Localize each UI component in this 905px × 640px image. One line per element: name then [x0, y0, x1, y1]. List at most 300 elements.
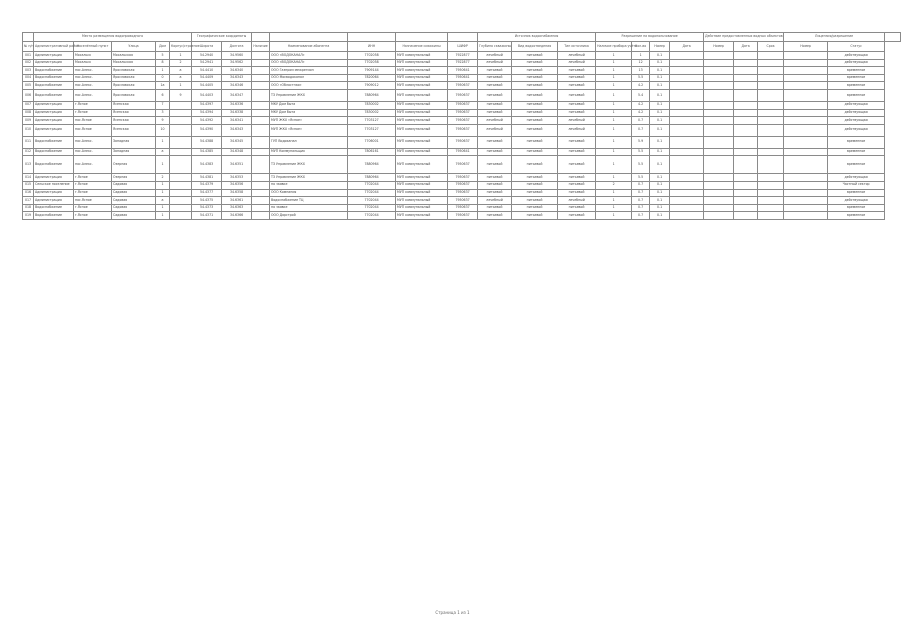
table-cell: питьевой: [558, 136, 596, 148]
table-cell: [704, 59, 734, 67]
table-cell: питьевой: [512, 109, 558, 117]
table-cell: г.Ясное: [74, 204, 112, 212]
table-cell: питьевой: [478, 109, 512, 117]
table-cell: 003: [23, 67, 34, 75]
table-cell: [758, 109, 784, 117]
table-cell: Садовая: [112, 189, 156, 197]
table-cell: 0.7: [632, 117, 650, 125]
table-cell: [784, 174, 828, 182]
header-group: [448, 33, 478, 42]
table-cell: 34.6363: [222, 204, 252, 212]
table-cell: 34.6346: [222, 82, 252, 90]
table-cell: лечебный: [558, 197, 596, 205]
table-cell: МУП коммунальный: [396, 52, 448, 60]
table-cell: [670, 124, 704, 136]
table-cell: г.Ясное: [74, 181, 112, 189]
table-cell: 54.4392: [192, 117, 222, 125]
table-cell: питьевой: [478, 204, 512, 212]
table-cell: лечебный: [478, 117, 512, 125]
column-header: Населённый пункт: [74, 42, 112, 52]
table-cell: 34.6348: [222, 148, 252, 156]
table-cell: МУП коммунальный: [396, 59, 448, 67]
table-cell: МКУ Дом быта: [270, 109, 348, 117]
table-cell: 54.4397: [192, 101, 222, 109]
table-cell: временное: [828, 89, 885, 101]
table-cell: 34.6340: [222, 67, 252, 75]
table-cell: 012: [23, 148, 34, 156]
table-cell: [170, 124, 192, 136]
table-cell: 010: [23, 124, 34, 136]
table-cell: [670, 136, 704, 148]
column-header: Улица: [112, 42, 156, 52]
table-cell: питьевой: [478, 89, 512, 101]
table-cell: Садовая: [112, 181, 156, 189]
table-cell: Водоснабжение ТЦ: [270, 197, 348, 205]
table-cell: 1: [156, 204, 170, 212]
table-cell: питьевой: [478, 212, 512, 220]
table-cell: МУП коммунальный: [396, 67, 448, 75]
table-cell: [670, 156, 704, 174]
table-cell: ООО Мосводоканал: [270, 74, 348, 82]
table-cell: [704, 67, 734, 75]
table-cell: питьевой: [512, 101, 558, 109]
table-cell: 0.1: [650, 67, 670, 75]
table-cell: 1: [596, 189, 632, 197]
table-cell: [704, 148, 734, 156]
table-cell: 0.1: [650, 136, 670, 148]
table-cell: пос.Алекс.: [74, 89, 112, 101]
table-cell: [758, 136, 784, 148]
table-cell: 7702044: [348, 181, 396, 189]
table-cell: Мосальская: [112, 52, 156, 60]
table-cell: 7880964: [348, 174, 396, 182]
table-cell: [704, 156, 734, 174]
table-cell: 5.5: [632, 74, 650, 82]
table-cell: [170, 204, 192, 212]
table-cell: 54.4373: [192, 204, 222, 212]
table-cell: [704, 174, 734, 182]
table-cell: 018: [23, 204, 34, 212]
table-cell: [170, 212, 192, 220]
column-header: ШИФР: [448, 42, 478, 52]
table-cell: действующая: [828, 117, 885, 125]
table-cell: 4.2: [632, 82, 650, 90]
table-cell: 10: [156, 124, 170, 136]
table-cell: [758, 101, 784, 109]
table-row: [23, 101, 901, 109]
table-cell: питьевой: [512, 212, 558, 220]
table-cell: действующая: [828, 174, 885, 182]
page-number: Страница 1 из 1: [435, 610, 470, 615]
table-cell: [734, 52, 758, 60]
table-cell: 1: [596, 136, 632, 148]
table-cell: ООО «ВОДОКАНАЛ»: [270, 52, 348, 60]
table-cell: 7806161: [348, 148, 396, 156]
table-cell: [784, 204, 828, 212]
table-cell: пос.Алекс.: [74, 74, 112, 82]
table-cell: Водоснабжение: [34, 156, 74, 174]
table-cell: 0.7: [632, 204, 650, 212]
column-header: Наличие: [252, 42, 270, 52]
table-cell: МУП коммунальный: [396, 136, 448, 148]
table-cell: 005: [23, 82, 34, 90]
table-cell: [784, 117, 828, 125]
table-cell: 7950637: [448, 124, 478, 136]
column-header: Административный район: [34, 42, 74, 52]
table-cell: МУП коммунальный: [396, 189, 448, 197]
table-cell: действующая: [828, 101, 885, 109]
table-cell: 0.1: [650, 101, 670, 109]
table-cell: лечебный: [558, 117, 596, 125]
table-cell: [784, 136, 828, 148]
table-cell: МУП коммунальный: [396, 117, 448, 125]
table-cell: 7: [156, 101, 170, 109]
table-cell: [758, 59, 784, 67]
table-cell: 7909012: [348, 82, 396, 90]
table-cell: 34.6358: [222, 189, 252, 197]
table-cell: питьевой: [478, 101, 512, 109]
table-cell: г.Ясное: [74, 174, 112, 182]
table-cell: 006: [23, 89, 34, 101]
table-cell: временное: [828, 82, 885, 90]
table-cell: питьевой: [478, 148, 512, 156]
table-cell: 34.6361: [222, 197, 252, 205]
table-cell: [758, 197, 784, 205]
table-cell: МУП коммунальный: [396, 174, 448, 182]
column-header: Наименование абонента: [270, 42, 348, 52]
table-cell: [784, 109, 828, 117]
table-cell: питьевой: [558, 204, 596, 212]
table-cell: 2: [156, 174, 170, 182]
table-cell: 7702058: [348, 59, 396, 67]
table-cell: [170, 136, 192, 148]
table-cell: 0.1: [650, 156, 670, 174]
table-cell: питьевой: [512, 74, 558, 82]
table-cell: 54.4385: [192, 148, 222, 156]
table-cell: [670, 117, 704, 125]
table-cell: 5.5: [632, 156, 650, 174]
table-cell: лечебный: [558, 52, 596, 60]
table-cell: [670, 204, 704, 212]
table-cell: 54.4409: [192, 74, 222, 82]
column-header: Номер: [784, 42, 828, 52]
table-cell: 7950637: [448, 156, 478, 174]
table-cell: 13: [632, 67, 650, 75]
table-cell: [734, 82, 758, 90]
table-cell: 34.6341: [222, 117, 252, 125]
table-cell: пос.Алекс.: [74, 136, 112, 148]
table-cell: 54.4375: [192, 197, 222, 205]
table-cell: питьевой: [558, 101, 596, 109]
header-group: [348, 33, 396, 42]
table-cell: а: [156, 148, 170, 156]
table-cell: 7950637: [448, 82, 478, 90]
table-cell: 1: [596, 197, 632, 205]
table-cell: Водоснабжение: [34, 148, 74, 156]
table-cell: [784, 148, 828, 156]
table-cell: [784, 59, 828, 67]
header-group: [885, 33, 901, 42]
table-cell: питьевой: [512, 117, 558, 125]
table-cell: 7950641: [448, 67, 478, 75]
table-cell: [252, 156, 270, 174]
header-group: Действие предоставленных водных объектов: [704, 33, 784, 42]
table-cell: МКУ Дом быта: [270, 101, 348, 109]
table-cell: ООО «Областная»: [270, 82, 348, 90]
table-cell: Администрация: [34, 189, 74, 197]
table-cell: 1: [156, 212, 170, 220]
table-cell: 5: [156, 52, 170, 60]
table-cell: 1: [596, 117, 632, 125]
table-cell: [784, 82, 828, 90]
column-header: Статус: [828, 42, 885, 52]
column-header: № п/п: [23, 42, 34, 52]
table-cell: МУП ЖКХ «Ясное»: [270, 124, 348, 136]
table-cell: действующая: [828, 124, 885, 136]
table-cell: 0.7: [632, 124, 650, 136]
header-group: [396, 33, 448, 42]
table-cell: МУП коммунальный: [396, 89, 448, 101]
table-cell: [170, 109, 192, 117]
table-cell: 7950641: [448, 148, 478, 156]
table-row: [23, 89, 901, 101]
table-cell: 5.4: [632, 89, 650, 101]
table-cell: 0.1: [650, 174, 670, 182]
table-cell: [704, 181, 734, 189]
table-cell: [734, 124, 758, 136]
table-cell: [784, 89, 828, 101]
column-header: Дата: [670, 42, 704, 52]
table-cell: Западная: [112, 136, 156, 148]
table-cell: пос.Алекс.: [74, 67, 112, 75]
table-cell: питьевой: [478, 189, 512, 197]
table-cell: ТЗ Управление ЖКХ: [270, 156, 348, 174]
table-cell: 1: [596, 156, 632, 174]
header-group: Географические координаты: [192, 33, 252, 42]
table-cell: питьевой: [512, 181, 558, 189]
table-row: [23, 181, 901, 189]
table-cell: 1: [596, 52, 632, 60]
table-cell: ООО «ВОДОКАНАЛ»: [270, 59, 348, 67]
table-cell: 7922877: [448, 59, 478, 67]
table-cell: Водоснабжение: [34, 74, 74, 82]
table-cell: Водоснабжение: [34, 67, 74, 75]
table-cell: пос.Ясное: [74, 124, 112, 136]
column-header: Дом: [156, 42, 170, 52]
table-cell: МУП коммунальный: [396, 109, 448, 117]
table-cell: [784, 156, 828, 174]
table-cell: [670, 197, 704, 205]
table-cell: питьевой: [512, 156, 558, 174]
table-cell: 1: [156, 181, 170, 189]
table-cell: питьевой: [558, 181, 596, 189]
table-cell: 019: [23, 212, 34, 220]
table-cell: [704, 82, 734, 90]
table-cell: питьевой: [478, 136, 512, 148]
table-cell: 6: [156, 89, 170, 101]
table-cell: [704, 52, 734, 60]
table-cell: [734, 101, 758, 109]
table-cell: по заявке: [270, 181, 348, 189]
table-cell: 1: [170, 82, 192, 90]
header-group: Лицензия/разрешение: [784, 33, 885, 42]
table-cell: Частный сектор: [828, 181, 885, 189]
table-cell: 54.4410: [192, 67, 222, 75]
table-cell: [670, 67, 704, 75]
table-cell: 001: [23, 52, 34, 60]
table-cell: Администрация: [34, 174, 74, 182]
table-cell: 54.4405: [192, 82, 222, 90]
table-cell: 34.6353: [222, 174, 252, 182]
table-cell: [734, 148, 758, 156]
table-cell: 7706001: [348, 136, 396, 148]
table-cell: [252, 189, 270, 197]
table-cell: 1: [596, 174, 632, 182]
table-cell: МУП коммунальный: [396, 197, 448, 205]
table-cell: [670, 148, 704, 156]
table-cell: [784, 101, 828, 109]
column-header: Дата: [734, 42, 758, 52]
table-cell: МУП ЖКХ «Ясное»: [270, 117, 348, 125]
table-cell: [252, 82, 270, 90]
table-cell: 7950637: [448, 181, 478, 189]
table-row: [23, 74, 901, 82]
table-row: [23, 197, 901, 205]
table-cell: [758, 82, 784, 90]
table-cell: действующая: [828, 109, 885, 117]
table-cell: 1: [596, 89, 632, 101]
table-cell: 5.5: [632, 148, 650, 156]
table-cell: Мосальская: [112, 59, 156, 67]
table-cell: МУП коммунальный: [396, 204, 448, 212]
table-cell: временное: [828, 189, 885, 197]
table-cell: 0.1: [650, 181, 670, 189]
table-cell: лечебный: [558, 124, 596, 136]
table-cell: Администрация: [34, 59, 74, 67]
table-cell: 7950637: [448, 101, 478, 109]
table-cell: [170, 101, 192, 109]
table-cell: 7702044: [348, 189, 396, 197]
table-cell: МУП коммунальный: [396, 156, 448, 174]
table-cell: 54.4371: [192, 212, 222, 220]
table-cell: 7950637: [448, 109, 478, 117]
table-cell: питьевой: [478, 181, 512, 189]
table-cell: [784, 52, 828, 60]
table-cell: 5.5: [632, 174, 650, 182]
table-cell: питьевой: [558, 189, 596, 197]
table-cell: питьевой: [478, 174, 512, 182]
table-cell: [734, 89, 758, 101]
table-cell: 7702044: [348, 197, 396, 205]
header-group: Место размещения водопроводного: [34, 33, 192, 42]
table-cell: [704, 109, 734, 117]
table-cell: [252, 74, 270, 82]
table-cell: Мосальск: [74, 52, 112, 60]
table-cell: [784, 124, 828, 136]
table-cell: г.Ясное: [74, 101, 112, 109]
table-cell: Садовая: [112, 212, 156, 220]
table-cell: [784, 189, 828, 197]
table-cell: 34.6345: [222, 136, 252, 148]
column-header: Номер: [704, 42, 734, 52]
table-cell: питьевой: [512, 67, 558, 75]
table-cell: 0.1: [650, 59, 670, 67]
table-cell: МУП Коммунальщик: [270, 148, 348, 156]
table-cell: 34.6356: [222, 181, 252, 189]
table-cell: Водоснабжение: [34, 204, 74, 212]
table-cell: 7880964: [348, 89, 396, 101]
table-cell: 1: [156, 136, 170, 148]
table-cell: 2: [596, 181, 632, 189]
table-cell: 0.1: [650, 52, 670, 60]
table-cell: 4.2: [632, 109, 650, 117]
table-cell: 7950641: [448, 74, 478, 82]
table-cell: питьевой: [558, 156, 596, 174]
table-cell: 016: [23, 189, 34, 197]
table-cell: [758, 212, 784, 220]
table-cell: [784, 74, 828, 82]
table-cell: 1а: [156, 82, 170, 90]
table-cell: а: [170, 67, 192, 75]
table-cell: [704, 189, 734, 197]
table-cell: 013: [23, 156, 34, 174]
table-cell: лечебный: [558, 59, 596, 67]
table-row: [23, 109, 901, 117]
table-cell: МУП коммунальный: [396, 148, 448, 156]
table-cell: 34.9562: [222, 59, 252, 67]
table-cell: Ярославская: [112, 67, 156, 75]
table-cell: 1: [596, 212, 632, 220]
table-cell: [670, 174, 704, 182]
table-cell: питьевой: [478, 67, 512, 75]
table-cell: 54.4390: [192, 124, 222, 136]
table-cell: 1: [596, 101, 632, 109]
table-cell: МУП коммунальный: [396, 212, 448, 220]
table-cell: [670, 189, 704, 197]
table-cell: [252, 181, 270, 189]
column-header: Срок: [758, 42, 784, 52]
table-cell: 014: [23, 174, 34, 182]
table-cell: 7950637: [448, 136, 478, 148]
table-cell: [252, 109, 270, 117]
table-cell: Садовая: [112, 204, 156, 212]
column-header: Долгота: [222, 42, 252, 52]
table-cell: МУП коммунальный: [396, 101, 448, 109]
table-cell: временное: [828, 136, 885, 148]
table-cell: [784, 212, 828, 220]
column-header: Наличие прибора учёта: [596, 42, 632, 52]
table-row: [23, 52, 901, 60]
table-cell: [170, 197, 192, 205]
table-cell: Мосальск: [74, 59, 112, 67]
table-cell: 54.4388: [192, 136, 222, 148]
table-cell: 017: [23, 197, 34, 205]
table-cell: [704, 197, 734, 205]
table-cell: [252, 67, 270, 75]
table-cell: 008: [23, 109, 34, 117]
table-row: [23, 82, 901, 90]
table-cell: 7820064: [348, 74, 396, 82]
table-cell: 1: [596, 67, 632, 75]
table-cell: [252, 212, 270, 220]
table-cell: 7703127: [348, 117, 396, 125]
table-cell: Озерная: [112, 156, 156, 174]
column-header: Кол-во: [632, 42, 650, 52]
table-cell: [704, 204, 734, 212]
table-cell: [170, 181, 192, 189]
column-header: Глубина скважины: [478, 42, 512, 52]
table-cell: 54.2941: [192, 59, 222, 67]
